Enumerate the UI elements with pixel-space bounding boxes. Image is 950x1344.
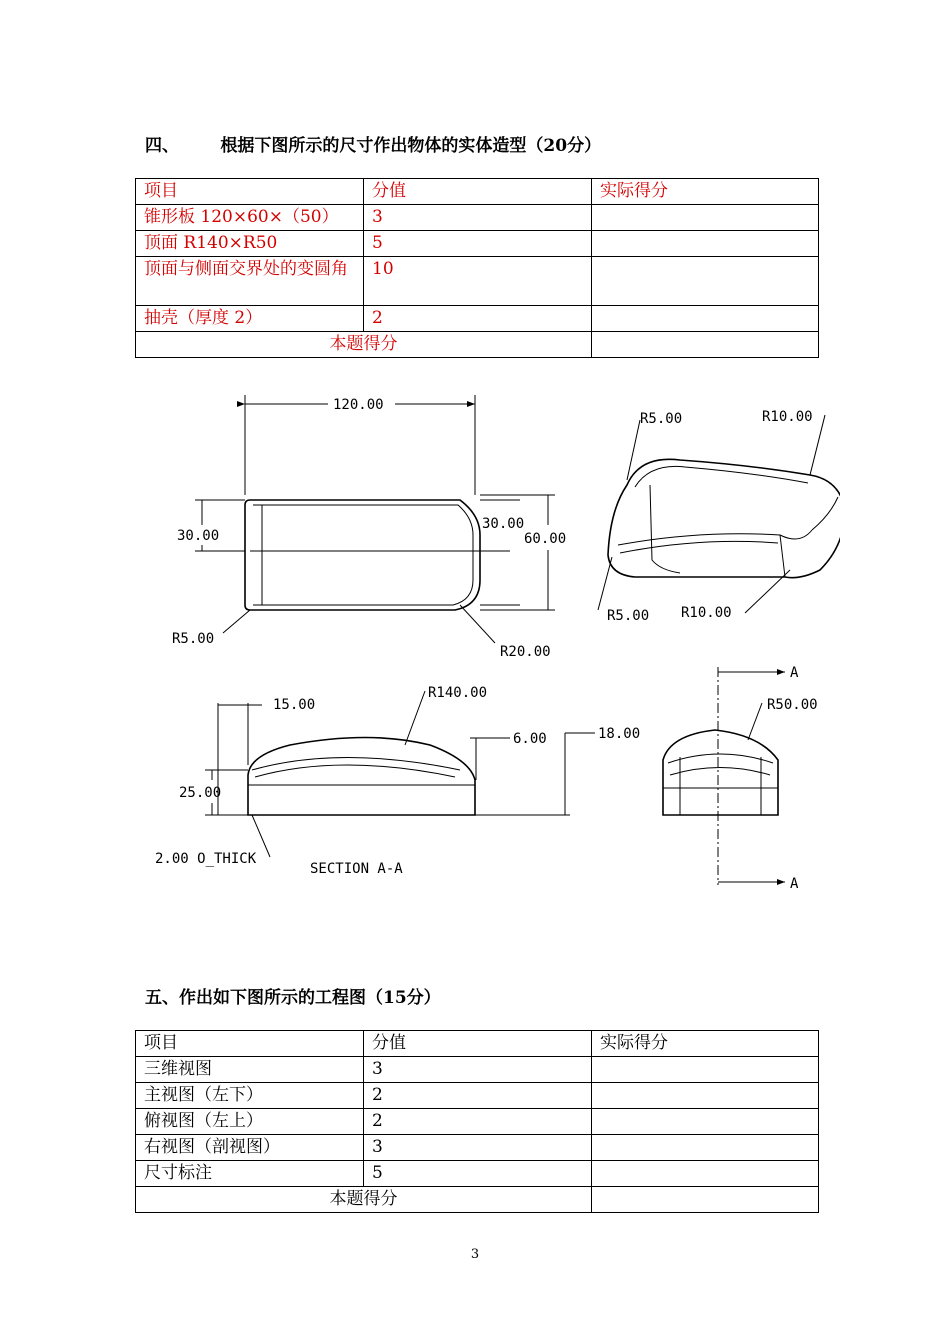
section-label: SECTION A-A xyxy=(310,861,403,877)
total-value xyxy=(592,332,819,358)
header-actual: 实际得分 xyxy=(592,1031,819,1057)
table-cell: 2 xyxy=(364,306,592,332)
table-header-row xyxy=(136,1031,819,1057)
side-arc: R50.00 xyxy=(767,697,818,713)
header-actual: 实际得分 xyxy=(592,179,819,205)
section-5-heading: 五、作出如下图所示的工程图（15分） xyxy=(145,988,441,1008)
table-cell: 5 xyxy=(364,1161,592,1187)
dim-offset: 15.00 xyxy=(273,697,316,713)
table-total-row xyxy=(136,1187,819,1213)
section-4-heading: 四、 根据下图所示的尺寸作出物体的实体造型（20分） xyxy=(145,136,602,156)
iso-view xyxy=(598,415,840,613)
table-cell xyxy=(592,257,819,306)
thickness-label: 2.00 O_THICK xyxy=(155,851,257,867)
header-score: 分值 xyxy=(364,1031,592,1057)
dim-corner-right: R20.00 xyxy=(500,644,551,660)
total-label: 本题得分 xyxy=(136,1187,592,1213)
dim-right: 6.00 xyxy=(513,731,547,747)
table-cell: 10 xyxy=(364,257,592,306)
table-row xyxy=(136,257,819,306)
dim-height-right: 60.00 xyxy=(524,531,567,547)
table-cell: 2 xyxy=(364,1083,592,1109)
dim-corner-left: R5.00 xyxy=(172,631,215,647)
table-row xyxy=(136,205,819,231)
table-cell: 俯视图（左上） xyxy=(136,1109,364,1135)
table-row xyxy=(136,1057,819,1083)
table-cell xyxy=(592,1057,819,1083)
dim-height-left: 30.00 xyxy=(177,528,220,544)
table-cell xyxy=(592,231,819,257)
iso-r-top-left: R5.00 xyxy=(640,411,683,427)
table-cell xyxy=(592,306,819,332)
table-cell: 右视图（剖视图） xyxy=(136,1135,364,1161)
total-value xyxy=(592,1187,819,1213)
table-cell: 三维视图 xyxy=(136,1057,364,1083)
header-item: 项目 xyxy=(136,179,364,205)
section-5-score-table xyxy=(135,1030,819,1213)
table-row xyxy=(136,306,819,332)
table-cell: 顶面 R140×R50 xyxy=(136,231,364,257)
dim-height-mid: 30.00 xyxy=(482,516,525,532)
table-row xyxy=(136,1135,819,1161)
table-cell xyxy=(592,1083,819,1109)
table-row xyxy=(136,1109,819,1135)
dim-far: 18.00 xyxy=(598,726,641,742)
dim-height: 25.00 xyxy=(179,785,222,801)
total-label: 本题得分 xyxy=(136,332,592,358)
table-cell xyxy=(592,205,819,231)
table-cell xyxy=(592,1109,819,1135)
section-mark-top: A xyxy=(790,665,799,681)
table-cell: 3 xyxy=(364,205,592,231)
iso-r-top-right: R10.00 xyxy=(762,409,813,425)
front-view xyxy=(205,691,595,857)
section-mark-bottom: A xyxy=(790,876,799,892)
table-cell xyxy=(592,1161,819,1187)
table-cell: 主视图（左下） xyxy=(136,1083,364,1109)
table-cell: 顶面与侧面交界处的变圆角 xyxy=(136,257,364,306)
iso-r-bottom-right: R10.00 xyxy=(681,605,732,621)
header-item: 项目 xyxy=(136,1031,364,1057)
table-header-row xyxy=(136,179,819,205)
table-total-row xyxy=(136,332,819,358)
engineering-drawing xyxy=(140,385,840,905)
table-cell: 锥形板 120×60×（50） xyxy=(136,205,364,231)
dim-arc: R140.00 xyxy=(428,685,488,701)
iso-r-bottom-left: R5.00 xyxy=(607,608,650,624)
table-cell: 尺寸标注 xyxy=(136,1161,364,1187)
table-row xyxy=(136,1161,819,1187)
header-score: 分值 xyxy=(364,179,592,205)
table-cell: 抽壳（厚度 2） xyxy=(136,306,364,332)
dim-width: 120.00 xyxy=(333,397,384,413)
section-4-score-table xyxy=(135,178,819,358)
table-cell: 5 xyxy=(364,231,592,257)
table-cell: 3 xyxy=(364,1135,592,1161)
table-cell xyxy=(592,1135,819,1161)
table-row xyxy=(136,1083,819,1109)
table-cell: 3 xyxy=(364,1057,592,1083)
page-number: 3 xyxy=(470,1247,480,1262)
table-cell: 2 xyxy=(364,1109,592,1135)
table-row xyxy=(136,231,819,257)
